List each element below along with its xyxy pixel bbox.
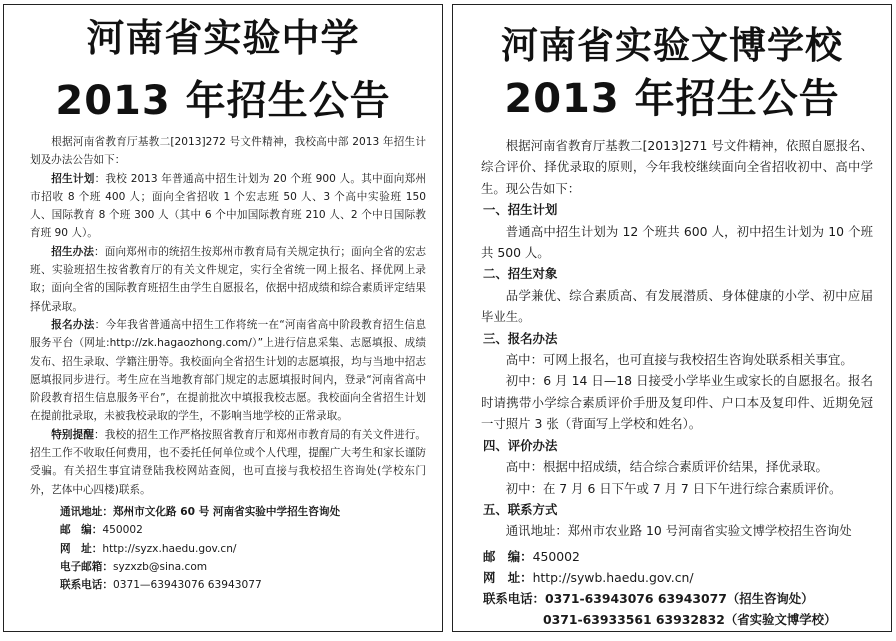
right-section3-text-junior: 初中：6 月 14 日—18 日接受小学毕业生或家长的自愿报名。报名时请携带小学综合素质评价手册及复印件、户口本及复印件、近期免冠一寸照片 3 张（背面写上学校和姓名）。 <box>481 373 873 432</box>
left-web-label: 网 址： <box>60 542 103 555</box>
right-body <box>481 135 873 630</box>
left-address-value: 郑州市文化路 60 号 河南省实验中学招生咨询处 <box>112 505 341 518</box>
left-contact-zip <box>30 521 426 539</box>
left-zip-label: 邮 编： <box>60 524 103 537</box>
right-section2-heading: 二、招生对象 <box>483 266 558 282</box>
right-section2-text: 品学兼优、综合素质高、有发展潜质、身体健康的小学、初中应届毕业生。 <box>481 287 873 325</box>
left-method-label: 招生办法 <box>51 245 95 258</box>
left-apply-paragraph <box>30 316 426 426</box>
right-phone2-value: 0371-63933561 63932832（省实验文博学校） <box>543 611 837 627</box>
left-phone-value: 0371—63943076 63943077 <box>112 579 262 592</box>
left-intro: 根据河南省教育厅基教二[2013]272 号文件精神，我校高中部 2013 年招生计划及办法公告如下： <box>30 136 426 167</box>
right-contact-phone1 <box>481 588 873 609</box>
left-plan-text: ：我校 2013 年普通高中招生计划为 20 个班 900 人。其中面向郑州市招收 8 个班 400 人；面向全省招收 1 个宏志班 50 人、3 个高中实验班 150 人、国际教育 8 个班 300 人（其中 6 个中加国际教育班 210 人、2 个中日国际教育班 90 人）。 <box>30 172 426 240</box>
left-phone-label: 联系电话： <box>60 579 113 592</box>
right-title-year: 2013 年招生公告 <box>504 76 840 122</box>
right-zip-value: 450002 <box>532 548 580 564</box>
left-contact-email <box>30 558 426 576</box>
right-section1-heading: 一、招生计划 <box>483 202 558 218</box>
left-web-link[interactable]: http://syzx.haedu.gov.cn/ <box>102 542 237 555</box>
right-zip-label: 邮 编： <box>483 548 533 564</box>
right-contact-zip <box>481 546 873 567</box>
left-title-year: 2013 年招生公告 <box>55 78 391 124</box>
left-contact-address <box>30 503 426 521</box>
left-title-school: 河南省实验中学 <box>86 16 360 60</box>
left-notice-paragraph <box>30 426 426 499</box>
left-announcement-panel <box>3 4 443 632</box>
left-email-label: 电子邮箱： <box>60 560 113 573</box>
left-body <box>30 133 426 594</box>
left-apply-label: 报名办法 <box>51 318 95 331</box>
left-plan-label: 招生计划 <box>51 172 95 185</box>
right-intro: 根据河南省教育厅基教二[2013]271 号文件精神，依照自愿报名、综合评价、择优录取的原则，今年我校继续面向全省招收初中、高中学生。现公告如下： <box>481 138 873 196</box>
left-notice-label: 特别提醒 <box>51 428 95 441</box>
left-contact-phone <box>30 576 426 594</box>
right-contact-block <box>481 546 873 630</box>
right-phone-label: 联系电话： <box>483 590 545 606</box>
left-email-link[interactable]: syzxzb@sina.com <box>112 560 208 573</box>
right-contact-phone2 <box>481 609 873 630</box>
left-address-label: 通讯地址： <box>60 505 113 518</box>
right-announcement-panel <box>452 4 892 632</box>
right-section5-address: 通讯地址：郑州市农业路 10 号河南省实验文博学校招生咨询处 <box>505 523 852 539</box>
left-method-paragraph <box>30 243 426 316</box>
right-section4-text-high: 高中：根据中招成绩，结合综合素质评价结果，择优录取。 <box>505 459 828 475</box>
right-web-label: 网 址： <box>483 569 533 585</box>
left-zip-value: 450002 <box>102 524 143 537</box>
right-section3-text-high: 高中：可网上报名，也可直接与我校招生咨询处联系相关事宜。 <box>505 352 853 368</box>
right-section3-heading: 三、报名办法 <box>483 330 558 346</box>
left-notice-text: ：我校的招生工作严格按照省教育厅和郑州市教育局的有关文件进行。招生工作不收取任何费用，也不委托任何单位或个人代理，提醒广大考生和家长谨防受骗。有关招生事宜请登陆我校网站查阅，也可直接与我校招生咨询处(学校东门外，艺体中心四楼)联系。 <box>30 428 427 496</box>
right-section4-text-junior: 初中：在 7 月 6 日下午或 7 月 7 日下午进行综合素质评价。 <box>505 480 842 496</box>
right-title-school: 河南省实验文博学校 <box>501 24 843 67</box>
right-section5-heading: 五、联系方式 <box>483 501 558 517</box>
right-contact-web <box>481 567 873 588</box>
right-section1-text: 普通高中招生计划为 12 个班共 600 人，初中招生计划为 10 个班共 500 人。 <box>481 223 873 261</box>
left-plan-paragraph <box>30 170 426 243</box>
right-section4-heading: 四、评价办法 <box>483 437 558 453</box>
left-method-text: ：面向郑州市的统招生按郑州市教育局有关规定执行；面向全省的宏志班、实验班招生按省教育厅的有关文件规定，实行全省统一网上报名、择优网上录取；面向全省的国际教育班招生由学生自愿报名，依据中招成绩和综合素质评定结果择优录取。 <box>30 245 427 313</box>
right-web-link[interactable]: http://sywb.haedu.gov.cn/ <box>532 569 694 585</box>
right-phone1-value: 0371-63943076 63943077（招生咨询处） <box>544 590 814 606</box>
left-apply-text: ：今年我省普通高中招生工作将统一在“河南省高中阶段教育招生信息服务平台（网址:http://zk.hagaozhong.com/）”上进行信息采集、志愿填报、成绩发布、招生录取、学籍注册等。我校面向全省招生计划的志愿填报，均与当地中招志愿填报同步进行。考生应在当地教育部门规定的志愿填报时间内，登录“河南省高中阶段教育招生信息服务平台”，在提前批次中填报我校志愿。我校面向全省招生计划在提前批录取，未被我校录取的学生，不影响当地学校的正常录取。 <box>30 318 426 423</box>
left-contact-web <box>30 540 426 558</box>
left-contact-block <box>30 503 426 594</box>
